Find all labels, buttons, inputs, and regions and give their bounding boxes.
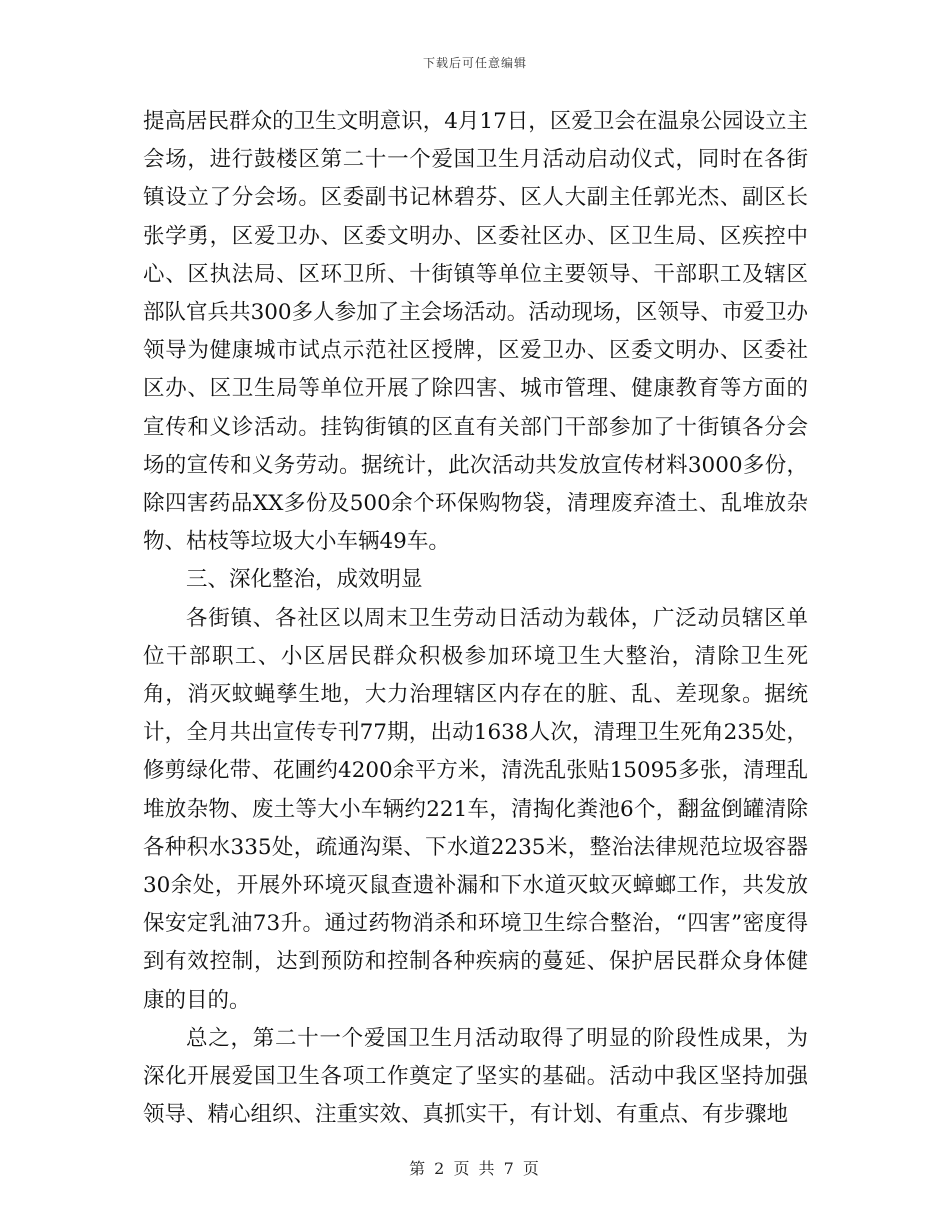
document-body (143, 103, 808, 1134)
page-number-footer: 第 2 页 共 7 页 (409, 1159, 541, 1178)
paragraph-activity-launch: 提高居民群众的卫生文明意识，4月17日，区爱卫会在温泉公园设立主会场，进行鼓楼区第二十一个爱国卫生月活动启动仪式，同时在各街镇设立了分会场。区委副书记林碧芬、区人大副主任郭光杰、副区长张学勇，区爱卫办、区委文明办、区委社区办、区卫生局、区疾控中心、区执法局、区环卫所、十街镇等单位主要领导、干部职工及辖区部队官兵共300多人参加了主会场活动。活动现场，区领导、市爱卫办领导为健康城市试点示范社区授牌，区爱卫办、区委文明办、区委社区办、区卫生局等单位开展了除四害、城市管理、健康教育等方面的宣传和义诊活动。挂钩街镇的区直有关部门干部参加了十街镇各分会场的宣传和义务劳动。据统计，此次活动共发放宣传材料3000多份，除四害药品XX多份及500余个环保购物袋，清理废弃渣土、乱堆放杂物、枯枝等垃圾大小车辆49车。 (143, 109, 808, 555)
page-header: 下载后可任意编辑 (422, 56, 527, 70)
paragraph-summary: 总之，第二十一个爱国卫生月活动取得了明显的阶段性成果，为深化开展爱国卫生各项工作奠定了坚实的基础。活动中我区坚持加强领导、精心组织、注重实效、真抓实干，有计划、有重点、有步骤地 (143, 1025, 808, 1128)
section-heading-deepen-rectification: 三、深化整治，成效明显 (186, 567, 423, 593)
paragraph-rectification-results: 各街镇、各社区以周末卫生劳动日活动为载体，广泛动员辖区单位干部职工、小区居民群众积极参加环境卫生大整治，清除卫生死角，消灭蚊蝇孳生地，大力治理辖区内存在的脏、乱、差现象。据统计，全月共出宣传专刊77期，出动1638人次，清理卫生死角235处，修剪绿化带、花圃约4200余平方米，清洗乱张贴15095多张，清理乱堆放杂物、废土等大小车辆约221车，清掏化粪池6个，翻盆倒罐清除各种积水335处，疏通沟渠、下水道2235米，整治法律规范垃圾容器30余处，开展外环境灭鼠查遗补漏和下水道灭蚊灭蟑螂工作，共发放保安定乳油73升。通过药物消杀和环境卫生综合整治，“四害”密度得到有效控制，达到预防和控制各种疾病的蔓延、保护居民群众身体健康的目的。 (143, 605, 808, 1013)
